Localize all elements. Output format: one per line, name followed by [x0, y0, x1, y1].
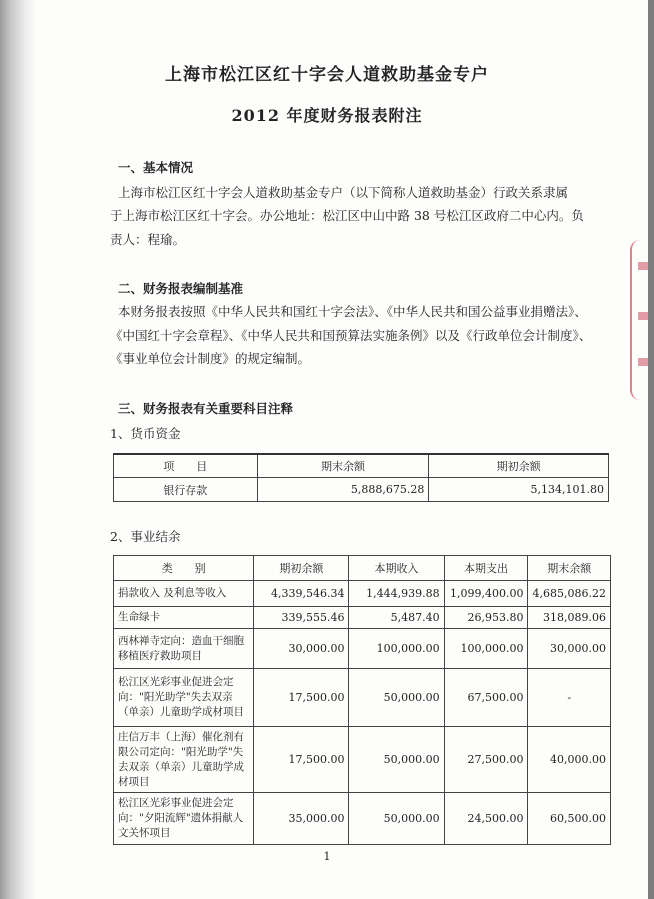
category-cell: 西林禅寺定向：造血干细胞移植医疗救助项目: [114, 629, 254, 669]
income-cell: 50,000.00: [349, 727, 444, 793]
expense-cell: 26,953.80: [444, 607, 528, 629]
income-cell: 50,000.00: [349, 669, 444, 727]
column-header: 期末余额: [528, 556, 611, 581]
section2-line: 《事业单位会计制度》的规定编制。: [110, 351, 311, 366]
category-cell: 捐款收入 及利息等收入: [114, 581, 254, 607]
seal-mark: [638, 358, 648, 366]
section2-line: 《中国红十字会章程》、《中华人民共和国预算法实施条例》以及《行政单位会计制度》、: [110, 328, 592, 343]
cash-subheading: 1、货币资金: [110, 426, 181, 441]
seal-mark: [638, 312, 648, 320]
column-header: 本期支出: [444, 556, 528, 581]
begin-cell: 35,000.00: [254, 793, 349, 845]
section1-line: 责人：程瑜。: [110, 232, 186, 247]
table-row: [114, 669, 611, 727]
section3-heading: 三、财务报表有关重要科目注释: [118, 401, 294, 416]
begin-cell: 339,555.46: [254, 607, 349, 629]
document-subtitle: 2012 年度财务报表附注: [231, 106, 423, 125]
expense-cell: 27,500.00: [444, 727, 528, 793]
end-balance-cell: 5,888,675.28: [257, 478, 429, 502]
end-cell: 4,685,086.22: [528, 581, 611, 607]
category-cell: 庄信万丰（上海）催化剂有限公司定向："阳光助学"失去双亲（单亲）儿童助学成材项目: [114, 727, 254, 793]
income-cell: 1,444,939.88: [349, 581, 444, 607]
section1-line: 上海市松江区红十字会人道救助基金专户（以下简称人道救助基金）行政关系隶属: [118, 185, 569, 200]
begin-cell: 17,500.00: [254, 727, 349, 793]
column-header: 本期收入: [349, 556, 444, 581]
table-row: [114, 793, 611, 845]
income-cell: 50,000.00: [349, 793, 444, 845]
category-cell: 生命绿卡: [114, 607, 254, 629]
seal-mark: [638, 262, 648, 270]
column-header: 类 别: [114, 556, 254, 581]
end-cell: -: [528, 669, 611, 727]
table-row: [114, 607, 611, 629]
document-title: 上海市松江区红十字会人道救助基金专户: [165, 65, 489, 85]
column-header: 项 目: [114, 454, 258, 478]
begin-cell: 4,339,546.34: [254, 581, 349, 607]
category-cell: 松江区光彩事业促进会定向："夕阳流辉"遗体捐献人文关怀项目: [114, 793, 254, 845]
cash-table: [113, 453, 609, 502]
end-cell: 30,000.00: [528, 629, 611, 669]
table-row: [114, 727, 611, 793]
section1-line: 于上海市松江区红十字会。办公地址：松江区中山中路 38 号松江区政府二中心内。负: [110, 208, 584, 223]
expense-cell: 67,500.00: [444, 669, 528, 727]
table-row: [114, 478, 609, 502]
end-cell: 40,000.00: [528, 727, 611, 793]
end-cell: 60,500.00: [528, 793, 611, 845]
surplus-table: [113, 555, 611, 845]
item-cell: 银行存款: [114, 478, 258, 502]
column-header: 期初余额: [254, 556, 349, 581]
expense-cell: 24,500.00: [444, 793, 528, 845]
page-number: 1: [323, 850, 331, 863]
begin-cell: 30,000.00: [254, 629, 349, 669]
section2-heading: 二、财务报表编制基准: [118, 281, 244, 296]
section2-line: 本财务报表按照《中华人民共和国红十字会法》、《中华人民共和国公益事业捐赠法》、: [118, 304, 587, 319]
expense-cell: 100,000.00: [444, 629, 528, 669]
category-cell: 松江区光彩事业促进会定向："阳光助学"失去双亲（单亲）儿童助学成材项目: [114, 669, 254, 727]
income-cell: 5,487.40: [349, 607, 444, 629]
table-row: [114, 581, 611, 607]
end-cell: 318,089.06: [528, 607, 611, 629]
scan-shadow: [0, 0, 36, 899]
surplus-subheading: 2、事业结余: [110, 529, 181, 544]
begin-cell: 17,500.00: [254, 669, 349, 727]
begin-balance-cell: 5,134,101.80: [429, 478, 609, 502]
section1-heading: 一、基本情况: [118, 160, 194, 175]
income-cell: 100,000.00: [349, 629, 444, 669]
column-header: 期初余额: [429, 454, 609, 478]
scan-edge: [648, 0, 654, 899]
table-row: [114, 629, 611, 669]
column-header: 期末余额: [257, 454, 429, 478]
expense-cell: 1,099,400.00: [444, 581, 528, 607]
